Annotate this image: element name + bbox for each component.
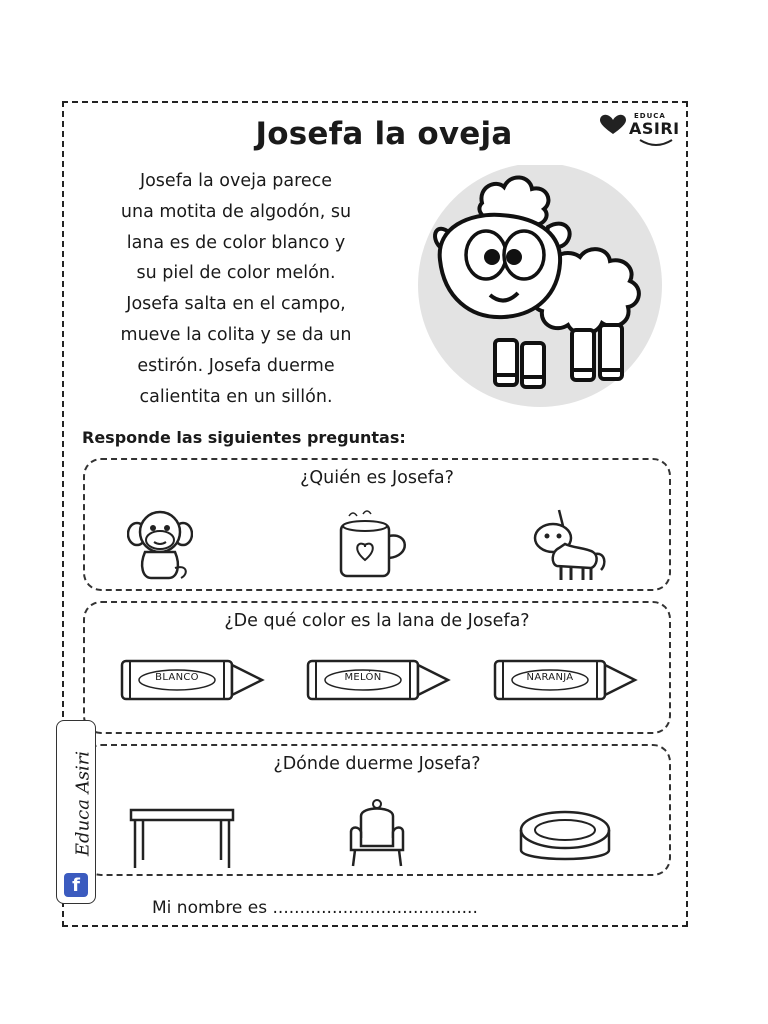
story-line: estirón. Josefa duerme	[137, 355, 335, 376]
story-line: Josefa la oveja parece	[139, 171, 333, 191]
sheep-illustration	[400, 165, 675, 410]
heart-icon	[598, 114, 628, 136]
story-line: Josefa salta en el campo,	[126, 294, 346, 315]
mug-icon[interactable]	[329, 510, 419, 580]
question-text: ¿Dónde duerme Josefa?	[273, 754, 481, 774]
question-text: ¿Quién es Josefa?	[300, 468, 454, 488]
crayon-option-melon[interactable]	[306, 657, 451, 703]
smile-icon	[636, 138, 676, 148]
monkey-icon[interactable]	[127, 508, 193, 584]
logo-small-text: EDUCA	[634, 112, 666, 120]
crayon-label: MELÓN	[344, 672, 382, 683]
story-line: mueve la colita y se da un	[120, 324, 352, 345]
unicorn-icon[interactable]	[529, 508, 609, 584]
facebook-icon[interactable]: f	[64, 873, 88, 897]
logo-brand-text: ASIRI	[629, 119, 680, 138]
worksheet-title: Josefa la oveja	[255, 116, 513, 152]
questions-prompt: Responde las siguientes preguntas:	[82, 428, 406, 447]
crayon-label: NARANJA	[526, 672, 574, 683]
armchair-icon[interactable]	[347, 798, 407, 870]
story-text	[86, 166, 386, 412]
question-text: ¿De qué color es la lana de Josefa?	[224, 611, 530, 631]
question-box-1	[83, 458, 671, 591]
story-line: calientita en un sillón.	[139, 386, 333, 407]
brand-logo	[598, 108, 690, 148]
pet-bed-icon[interactable]	[517, 806, 613, 870]
crayon-option-naranja[interactable]	[493, 657, 638, 703]
crayon-label: BLANCO	[155, 672, 199, 683]
story-line: una motita de algodón, su	[120, 201, 352, 222]
crayon-option-blanco[interactable]	[120, 657, 265, 703]
brand-side-tab	[56, 720, 96, 904]
story-line: lana es de color blanco y	[126, 232, 346, 253]
question-box-3	[83, 744, 671, 876]
table-icon[interactable]	[129, 806, 235, 870]
side-tab-text: Educa Asiri	[72, 750, 94, 857]
story-line: su piel de color melón.	[136, 263, 336, 284]
name-field[interactable]: Mi nombre es ......................................	[152, 898, 478, 918]
sheep-icon	[400, 165, 675, 410]
